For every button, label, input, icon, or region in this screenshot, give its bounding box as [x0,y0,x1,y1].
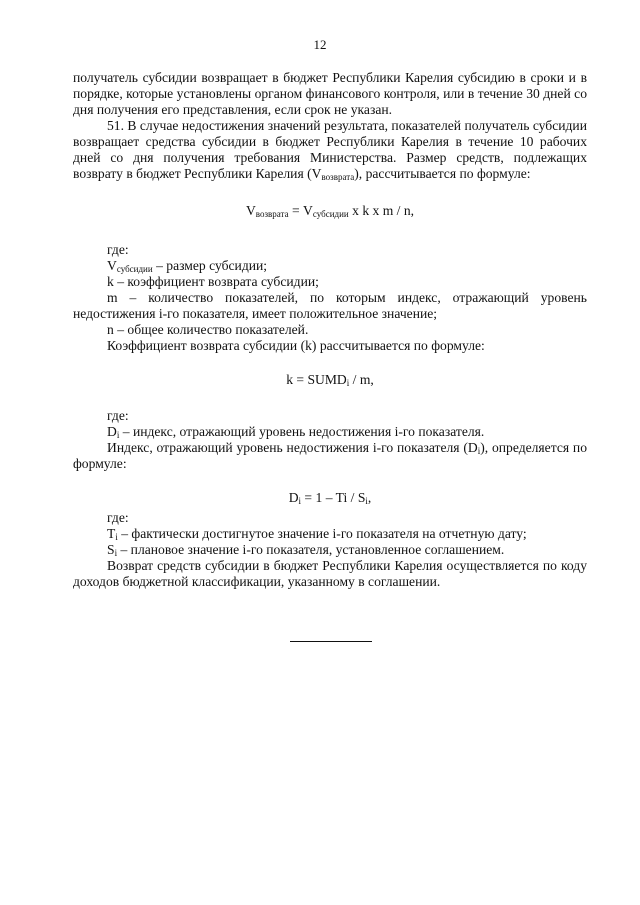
definition-m: m – количество показателей, по которым индекс, отражающий уровень недостижения i-го показателя, имеет положительное значение; [73,290,587,321]
definition-n: n – общее количество показателей. [107,322,309,337]
closing-rule [290,641,372,642]
definition-si: $S_i$ – плановое значение i-го показателя, установленное соглашением. [107,542,505,558]
where-label-3: где: [107,510,129,525]
paragraph-k-formula-intro: Коэффициент возврата субсидии (k) рассчитывается по формуле: [107,338,485,353]
formula-di: $D_i = 1 - Ti / S_i$, [288,490,372,506]
formula-refund: $V_{возврата} = V_{субсидии}$ x k x m / n, [245,203,415,219]
formula-k: $k = SUMD_i / m$, [286,372,374,388]
paragraph-return-code: Возврат средств субсидии в бюджет Республики Карелия осуществляется по коду доходов бюджетной классификации, указанному в соглашении. [73,558,587,589]
where-label-1: где: [107,242,129,257]
definition-ti: $T_i$ – фактически достигнутое значение i-го показателя на отчетную дату; [107,526,527,542]
paragraph-51: 51. В случае недостижения значений результата, показателей получатель субсидии возвращает средства субсидии в бюджет Республики Карелия в течение 10 рабочих дней со дня получения требования Министерства. Размер средств, подлежащих возврату в бюджет Республики Карелия $(V_{возврата})$, рассчитывается по формуле: [73,118,587,182]
paragraph-di-formula-intro: Индекс, отражающий уровень недостижения i-го показателя $(D_i)$, определяется по формуле: [73,440,587,471]
definition-di: $D_i$ – индекс, отражающий уровень недостижения i-го показателя. [107,424,485,440]
page-number: 12 [313,37,327,52]
where-label-2: где: [107,408,129,423]
paragraph-return-terms: получатель субсидии возвращает в бюджет Республики Карелия субсидию в сроки и в порядке, которые установлены органом финансового контроля, или в течение 30 дней со дня получения его представления, если срок не указан. [73,70,587,117]
document-body [73,70,587,590]
definition-k: k – коэффициент возврата субсидии; [107,274,319,289]
definition-v-subsidy: $V_{субсидии}$ – размер субсидии; [107,258,268,274]
